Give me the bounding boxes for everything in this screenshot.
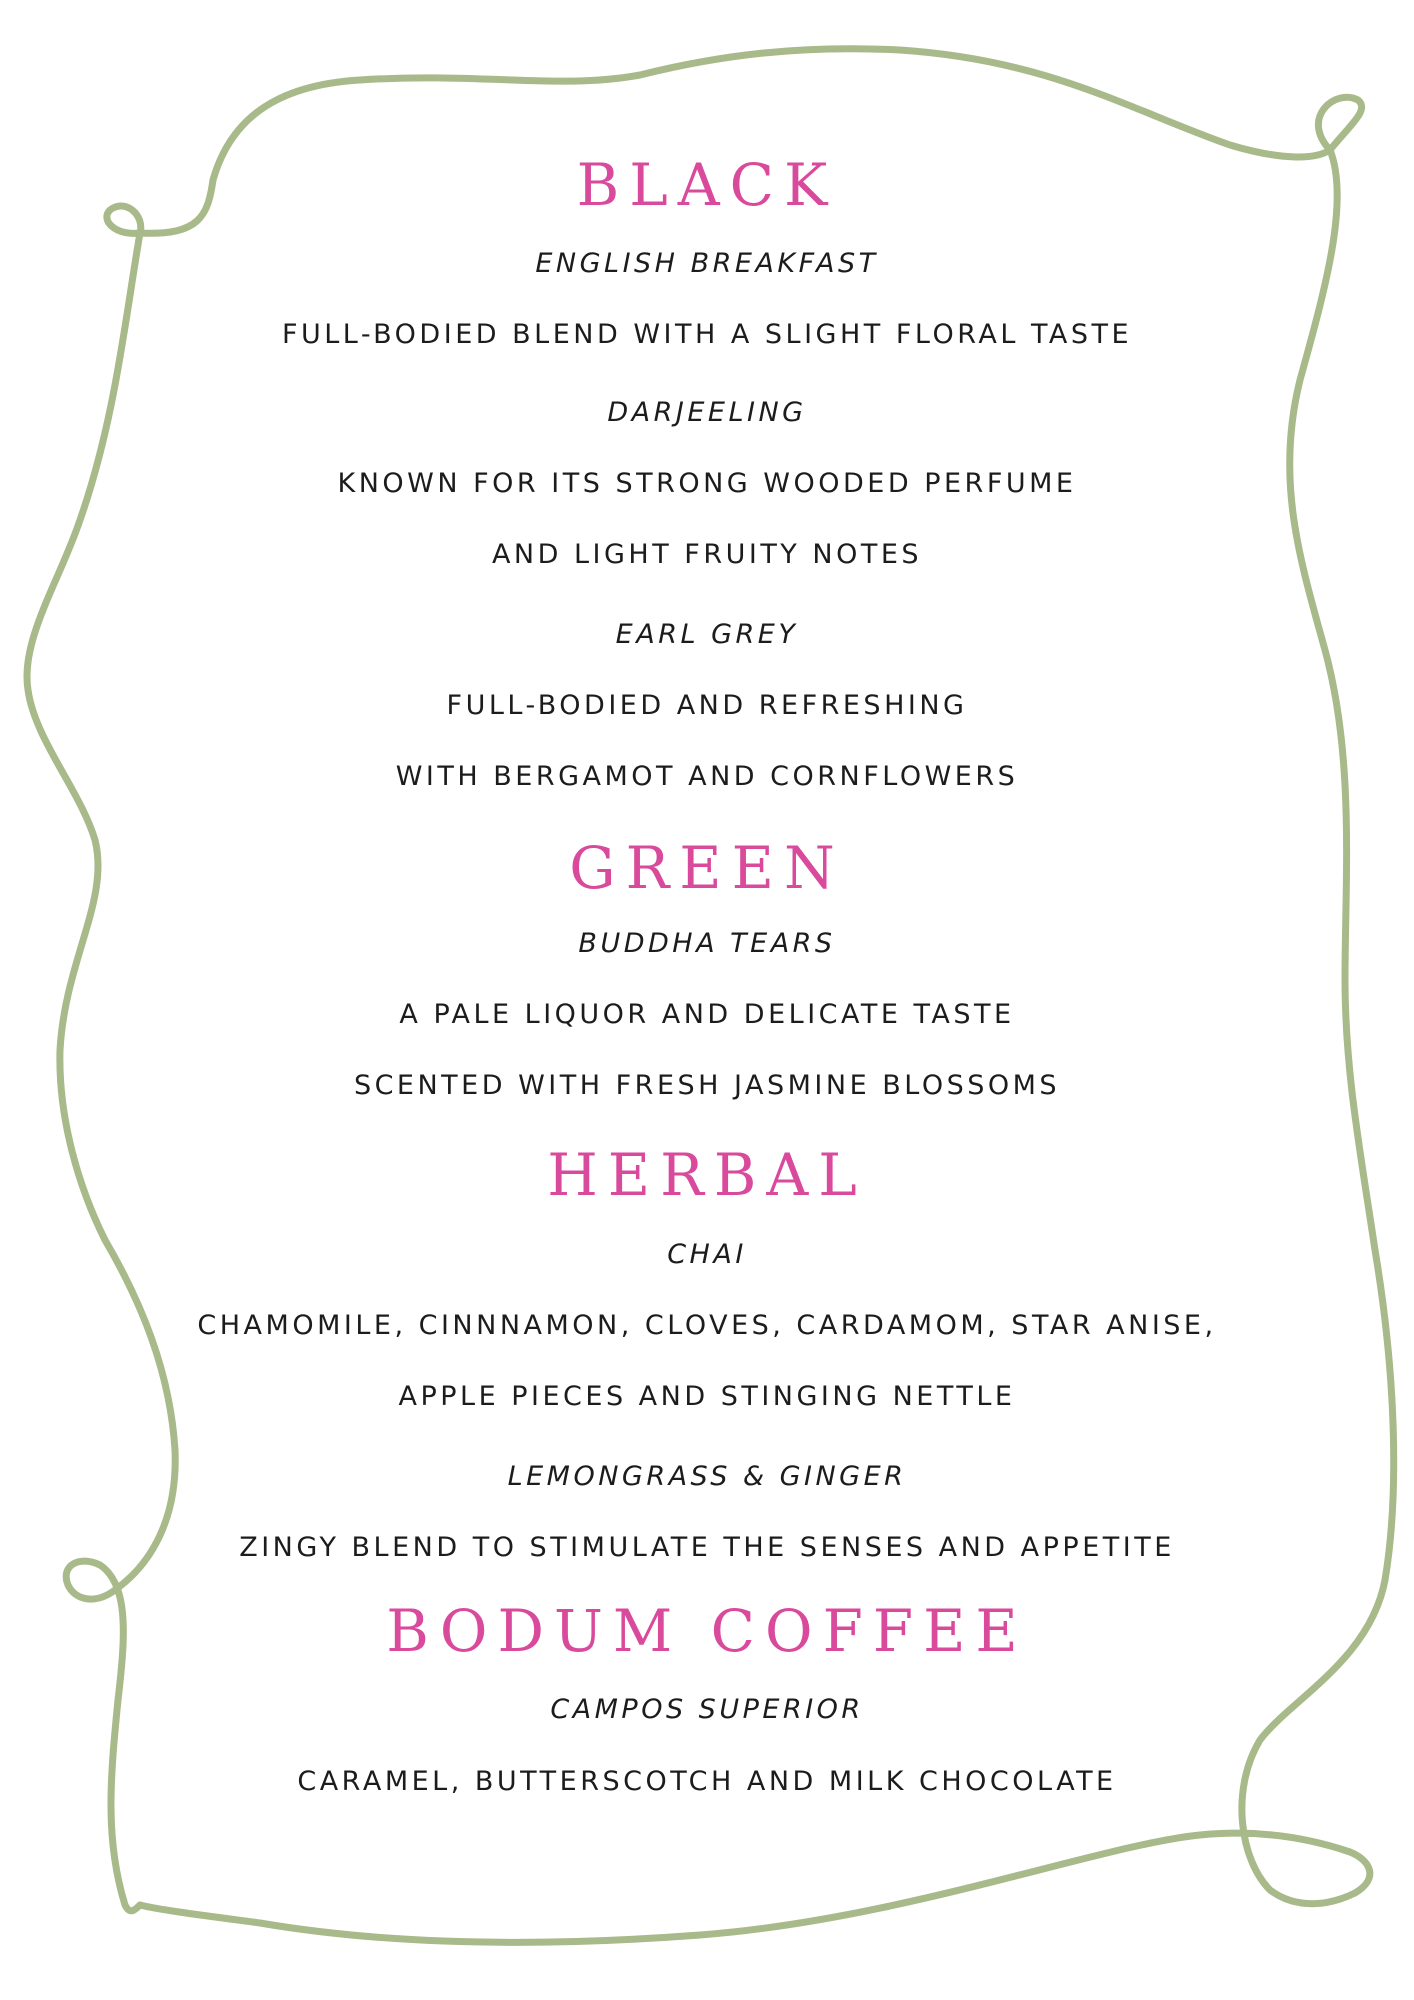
item-name-darjeeling: DARJEELING bbox=[607, 397, 807, 428]
item-description-chai-line-1: CHAMOMILE, CINNNAMON, CLOVES, CARDAMOM, STAR ANISE, bbox=[197, 1310, 1217, 1341]
item-name-earl-grey: EARL GREY bbox=[615, 619, 799, 650]
item-description-english-breakfast: FULL-BODIED BLEND WITH A SLIGHT FLORAL TASTE bbox=[281, 319, 1133, 350]
section-heading-black: BLACK bbox=[576, 151, 838, 219]
item-description-campos-superior: CARAMEL, BUTTERSCOTCH AND MILK CHOCOLATE bbox=[297, 1766, 1117, 1797]
item-name-chai: CHAI bbox=[667, 1239, 747, 1270]
item-name-lemongrass-ginger: LEMONGRASS & GINGER bbox=[507, 1461, 907, 1492]
section-heading-green: GREEN bbox=[569, 834, 845, 902]
item-name-campos-superior: CAMPOS SUPERIOR bbox=[550, 1694, 864, 1725]
item-description-darjeeling-line-1: KNOWN FOR ITS STRONG WOODED PERFUME bbox=[337, 468, 1077, 499]
section-heading-herbal: HERBAL bbox=[547, 1141, 867, 1209]
item-description-chai-line-2: APPLE PIECES AND STINGING NETTLE bbox=[398, 1381, 1016, 1412]
item-name-english-breakfast: ENGLISH BREAKFAST bbox=[535, 248, 879, 279]
item-name-buddha-tears: BUDDHA TEARS bbox=[578, 928, 836, 959]
section-heading-bodum-coffee: BODUM COFFEE bbox=[386, 1597, 1028, 1665]
item-description-earl-grey-line-1: FULL-BODIED AND REFRESHING bbox=[446, 690, 968, 721]
item-description-buddha-tears-line-1: A PALE LIQUOR AND DELICATE TASTE bbox=[399, 999, 1015, 1030]
item-description-buddha-tears-line-2: SCENTED WITH FRESH JASMINE BLOSSOMS bbox=[353, 1070, 1061, 1101]
item-description-earl-grey-line-2: WITH BERGAMOT AND CORNFLOWERS bbox=[395, 761, 1019, 792]
item-description-darjeeling-line-2: AND LIGHT FRUITY NOTES bbox=[491, 539, 923, 570]
item-description-lemongrass-ginger: ZINGY BLEND TO STIMULATE THE SENSES AND APPETITE bbox=[239, 1532, 1175, 1563]
